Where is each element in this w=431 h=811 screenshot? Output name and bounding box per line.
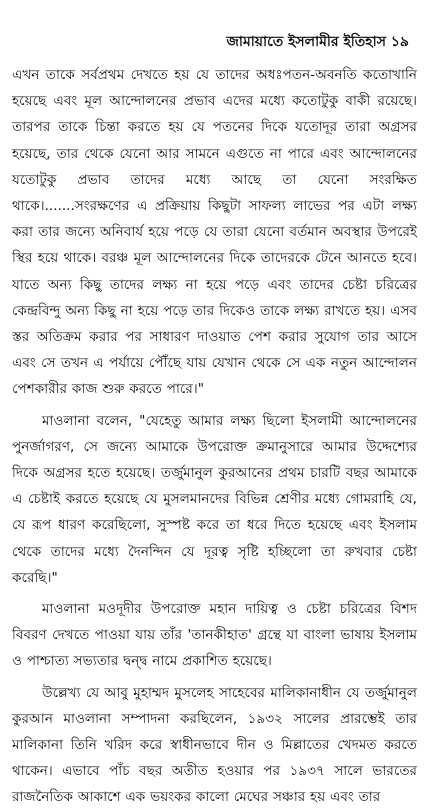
paragraph-quote-continuation: এখন তাকে সর্বপ্রথম দেখতে হয় যে তাদের অধঃপতন-অবনতি কতোখানি হয়েছে এবং মূল আন্দোলনের প্রভাব এদের মধ্যে কতোটুকু বাকী রয়েছে। তারপর তাকে চিন্তা করতে হয় যে পতনের দিকে যতোদূর তারা অগ্রসর হয়েছে, তার থেকে যেনো আর সামনে এগুতে না পারে এবং আন্দোলনের যতোটুকু প্রভাব তাদের মধ্যে আছে তা যেনো সংরক্ষিত থাকে।.......সংরক্ষণের এ প্রক্রিয়ায় কিছুটা সাফল্য লাভের পর এটা লক্ষ্য করা তার জন্যে অনিবার্য হয়ে পড়ে যে তারা যেনো বর্তমান অবস্থার উপরেই স্থির হয়ে থাকে। বরঞ্চ মূল আন্দোলনের দিকে তাদেরকে টেনে আনতে হবে। যাতে অন্য কিছু তাদের লক্ষ্য না হয়ে পড়ে এবং তাদের চেষ্টা চরিত্রের কেন্দ্রবিন্দু অন্য কিছু না হয়ে পড়ে তার দিকেও তাকে লক্ষ্য রাখতে হয়। এসব স্তর অতিক্রম করার পর সাধারণ দাওয়াত পেশ করার সুযোগ তার আসে এবং সে তখন এ পর্যায়ে পৌঁছে যায় যেখান থেকে সে এক নতুন আন্দোলন পেশকারীর কাজ শুরু করতে পারে।" (12, 67, 417, 398)
paragraph-maulana-statement: মাওলানা বলেন, "যেহেতু আমার লক্ষ্য ছিলো ইসলামী আন্দোলনের পুনর্জাগরণ, সে জন্যে আমাকে উপরোক্ত ক্রমানুসারে আমার উদ্দেশ্যের দিকে অগ্রসর হতে হয়েছে। তর্জুমানুল কুরআনের প্রথম চারটি বছর আমাকে এ চেষ্টাই করতে হয়েছে যে মুসলমানদের বিভিন্ন শ্রেণীর মধ্যে গোমরাহি যে, যে রূপ ধারণ করেছিলো, সুস্পষ্ট করে তা ধরে দিতে হয়েছে এবং ইসলাম থেকে তাদের মধ্যে দৈনন্দিন যে দূরত্ব সৃষ্টি হচ্ছিলো তা রুখবার চেষ্টা করেছি।" (12, 412, 417, 586)
page-number: ১৯ (390, 34, 409, 50)
running-header (226, 30, 409, 54)
header-title: জামায়াতে ইসলামীর ইতিহাস (226, 34, 386, 50)
body-text (12, 62, 417, 811)
paragraph-tarjumanul-quran: উল্লেখ্য যে আবু মুহাম্মদ মুসলেহ সাহেবের মালিকানাধীন যে তর্জুমানুল কুরআন মাওলানা সম্পাদনা করছিলেন, ১৯৩২ সালের প্রারম্ভেই তার মালিকানা তিনি খরিদ করে স্বাধীনভাবে দীন ও মিল্লাতের খেদমত করতে থাকেন। এভাবে পাঁচ বছর অতীত হওয়ার পর ১৯৩৭ সালে ভারতের রাজনৈতিক আকাশে এক ভয়ংকর কালো মেঘের সঞ্চার হয় এবং তার (12, 684, 417, 806)
paragraph-tanqihat: মাওলানা মওদূদীর উপরোক্ত মহান দায়িত্ব ও চেষ্টা চরিত্রের বিশদ বিবরণ দেখতে পাওয়া যায় তাঁর 'তানকীহাত' গ্রন্থে যা বাংলা ভাষায় ইসলাম ও পাশ্চাত্য সভ্যতার দ্বন্দ্ব নামে প্রকাশিত হয়েছে। (12, 601, 417, 670)
